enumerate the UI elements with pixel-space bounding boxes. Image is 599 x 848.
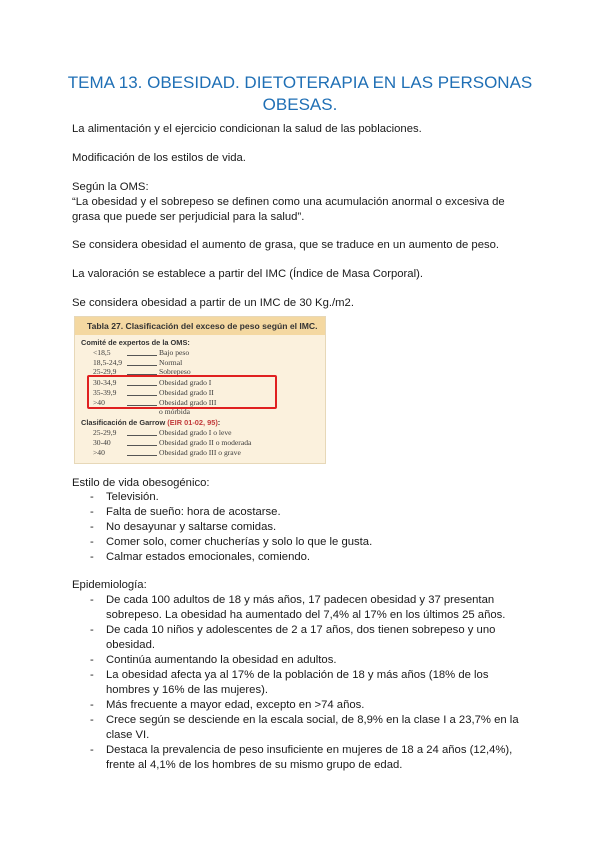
row-label: Normal [159, 358, 183, 367]
list-item: - Destaca la prevalencia de peso insuficiente en mujeres de 18 a 24 años (12,4%), frente al 4,1% de los hombres de su mismo grupo de edad. [90, 744, 513, 771]
table-caption: Tabla 27. Clasificación del exceso de peso según el IMC. [75, 317, 325, 335]
list-item: - De cada 100 adultos de 18 y más años, 17 padecen obesidad y 37 presentan sobrepeso. La obesidad ha aumentado del 7,4% al 17% en los últimos 25 años. [90, 594, 506, 621]
row-range: 30-34,9 [93, 378, 117, 387]
garrow-section-header: Clasificación de Garrow (EIR 01-02, 95): [81, 418, 221, 427]
row-label: Obesidad grado II [159, 388, 214, 397]
paragraph-intro: La alimentación y el ejercicio condicionan la salud de las poblaciones. [72, 123, 422, 135]
row-label: Obesidad grado I [159, 378, 212, 387]
list-item: - Crece según se desciende en la escala social, de 8,9% en la clase I a 23,7% en la clase VI. [90, 714, 519, 741]
list-item: - Televisión. [90, 491, 159, 503]
row-label: Obesidad grado II o moderada [159, 438, 252, 447]
row-range: 18,5-24,9 [93, 358, 123, 367]
list-item: - No desayunar y saltarse comidas. [90, 521, 277, 533]
row-label: Bajo peso [159, 348, 190, 357]
highlight-box [87, 375, 277, 409]
paragraph-lifestyle: Modificación de los estilos de vida. [72, 152, 246, 164]
row-range: 30-40 [93, 438, 111, 447]
list-item: - La obesidad afecta ya al 17% de la población de 18 y más años (18% de los hombres y 16% de las mujeres). [90, 669, 489, 696]
row-range: 35-39,9 [93, 388, 117, 397]
table-row [93, 428, 232, 437]
list-item: - Falta de sueño: hora de acostarse. [90, 506, 281, 518]
epidemiologia-list [72, 593, 532, 773]
paragraph-imc-30: Se considera obesidad a partir de un IMC de 30 Kg./m2. [72, 297, 354, 309]
estilo-list [72, 490, 532, 565]
paragraph-grasa: Se considera obesidad el aumento de grasa, que se traduce en un aumento de peso. [72, 239, 500, 251]
table-row [93, 358, 182, 367]
list-item: - Calmar estados emocionales, comiendo. [90, 551, 311, 563]
row-label: Obesidad grado III [159, 398, 217, 407]
row-label: Sobrepeso [159, 367, 191, 376]
oms-section-header: Comité de expertos de la OMS: [81, 338, 190, 347]
paragraph-imc: La valoración se establece a partir del IMC (Índice de Masa Corporal). [72, 268, 423, 280]
row-label: Obesidad grado III o grave [159, 448, 241, 457]
table-row [93, 348, 189, 357]
list-item: - Continúa aumentando la obesidad en adultos. [90, 654, 337, 666]
row-label: Obesidad grado I o leve [159, 428, 232, 437]
row-range: >40 [93, 448, 105, 457]
row-range: 25-29,9 [93, 367, 117, 376]
table-row [93, 438, 251, 447]
list-item: - De cada 10 niños y adolescentes de 2 a 17 años, dos tienen sobrepeso y uno obesidad. [90, 624, 496, 651]
list-item: - Más frecuente a mayor edad, excepto en >74 años. [90, 699, 365, 711]
list-item: - Comer solo, comer chucherías y solo lo que le gusta. [90, 536, 373, 548]
page-title: TEMA 13. OBESIDAD. DIETOTERAPIA EN LAS PERSONAS OBESAS. [67, 73, 533, 114]
row-range: 25-29,9 [93, 428, 117, 437]
row-range: >40 [93, 398, 105, 407]
row-range: <18,5 [93, 348, 111, 357]
paragraph-oms-quote: “La obesidad y el sobrepeso se definen como una acumulación anormal o excesiva de grasa que puede ser perjudicial para la salud”. [72, 196, 505, 223]
epidemiologia-heading: Epidemiología: [72, 579, 147, 591]
paragraph-oms-label: Según la OMS: [72, 181, 149, 193]
imc-classification-table [74, 316, 326, 464]
eir-reference: (EIR 01-02, 95) [167, 418, 218, 427]
estilo-heading: Estilo de vida obesogénico: [72, 477, 210, 489]
row-label: o mórbida [159, 407, 191, 416]
table-row [93, 448, 241, 457]
